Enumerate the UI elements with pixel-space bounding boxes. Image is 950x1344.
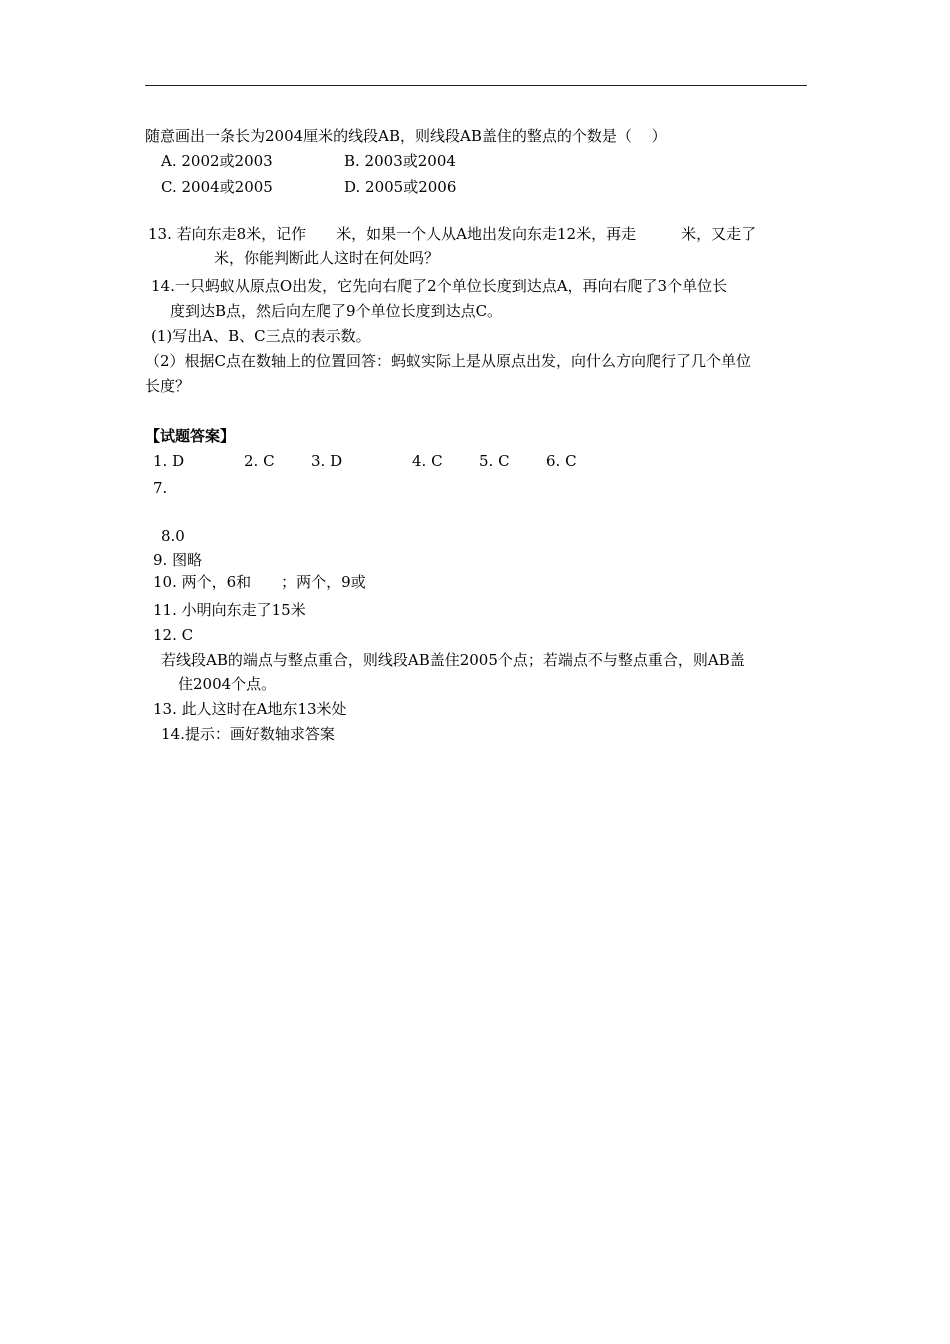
answer-14: 14.提示：画好数轴求答案 bbox=[161, 725, 335, 743]
answer-12-explanation-line2: 住2004个点。 bbox=[178, 675, 277, 693]
q14-part1: (1)写出A、B、C三点的表示数。 bbox=[151, 327, 371, 345]
q13-line2: 米，你能判断此人这时在何处吗？ bbox=[214, 249, 440, 267]
answer-3: 3. D bbox=[311, 452, 343, 470]
answer-13: 13. 此人这时在A地东13米处 bbox=[153, 700, 347, 718]
q14-line2: 度到达B点，然后向左爬了9个单位长度到达点C。 bbox=[170, 302, 503, 320]
answer-12-explanation-line1: 若线段AB的端点与整点重合，则线段AB盖住2005个点；若端点不与整点重合，则AB盖 bbox=[161, 651, 745, 669]
answer-4: 4. C bbox=[412, 452, 443, 470]
answer-11: 11. 小明向东走了15米 bbox=[153, 601, 306, 619]
q12-option-c: C. 2004或2005 bbox=[161, 178, 273, 196]
answer-10: 10. 两个，6和 ；两个，9或 bbox=[153, 573, 366, 591]
answer-1: 1. D bbox=[153, 452, 185, 470]
q14-part2-line1: （2）根据C点在数轴上的位置回答：蚂蚁实际上是从原点出发，向什么方向爬行了几个单位 bbox=[145, 352, 752, 370]
answers-heading: 【试题答案】 bbox=[145, 427, 236, 445]
q12-option-b: B. 2003或2004 bbox=[344, 152, 456, 170]
q13-line1: 13. 若向东走8米，记作 米，如果一个人从A地出发向东走12米，再走 米，又走了 bbox=[148, 225, 757, 243]
answer-7: 7. bbox=[153, 479, 168, 497]
q12-stem: 随意画出一条长为2004厘米的线段AB，则线段AB盖住的整点的个数是（ ） bbox=[145, 127, 667, 145]
header-rule bbox=[145, 85, 807, 86]
q12-option-a: A. 2002或2003 bbox=[161, 152, 273, 170]
answer-12: 12. C bbox=[153, 626, 194, 644]
answer-5: 5. C bbox=[479, 452, 510, 470]
answer-8: 8.0 bbox=[161, 527, 185, 545]
q14-part2-line2: 长度？ bbox=[145, 377, 191, 395]
q14-line1: 14.一只蚂蚁从原点O出发，它先向右爬了2个单位长度到达点A，再向右爬了3个单位长 bbox=[151, 277, 728, 295]
answer-2: 2. C bbox=[244, 452, 275, 470]
answer-9: 9. 图略 bbox=[153, 551, 203, 569]
answer-6: 6. C bbox=[546, 452, 577, 470]
q12-option-d: D. 2005或2006 bbox=[344, 178, 457, 196]
